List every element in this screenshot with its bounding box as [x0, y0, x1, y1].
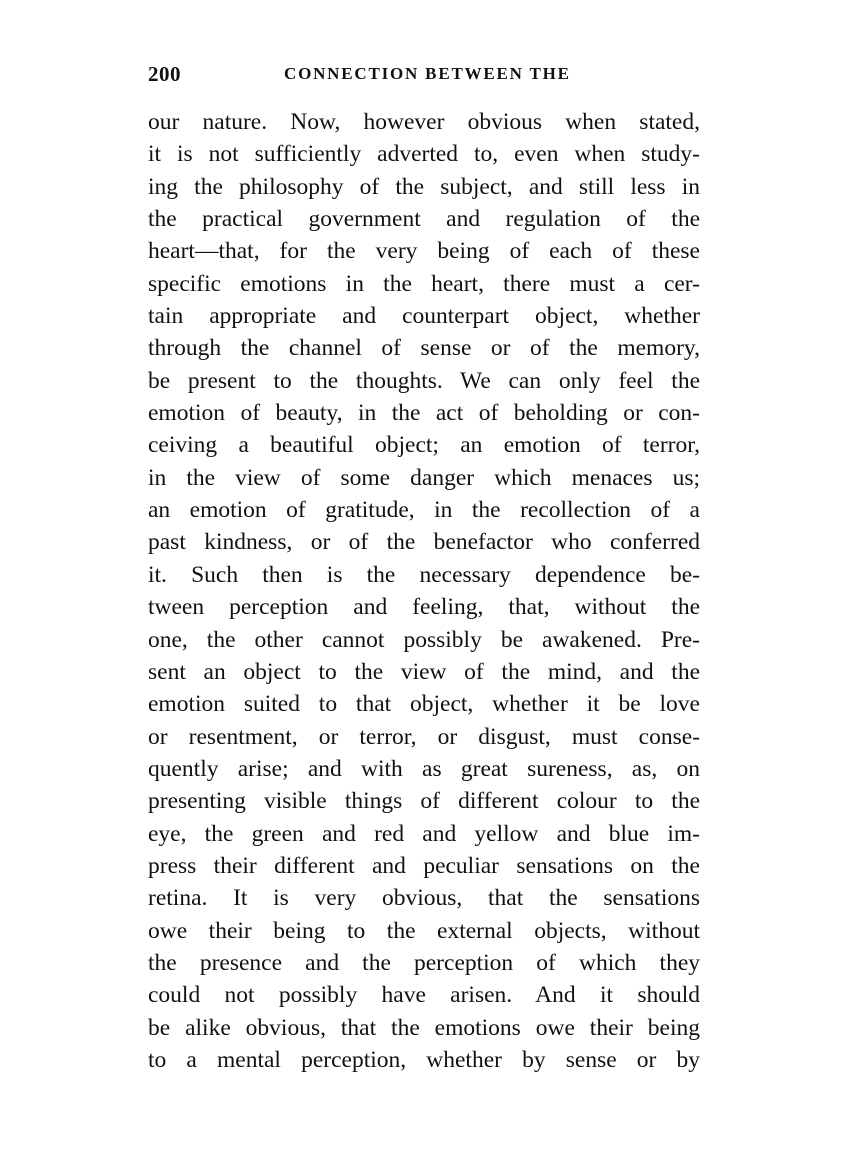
page-header [148, 62, 700, 92]
text-line: retina. It is very obvious, that the sensations [148, 885, 700, 912]
text-line: be alike obvious, that the emotions owe their being [148, 1014, 700, 1041]
text-line: ceiving a beautiful object; an emotion of terror, [148, 432, 700, 459]
text-line: an emotion of gratitude, in the recollection of a [148, 497, 700, 524]
text-line: it. Such then is the necessary dependence be- [148, 561, 700, 588]
text-line: press their different and peculiar sensations on the [148, 852, 700, 879]
page-number: 200 [148, 62, 181, 86]
running-head: CONNECTION BETWEEN THE [284, 64, 571, 83]
text-line: tain appropriate and counterpart object, whether [148, 303, 700, 330]
text-line: be present to the thoughts. We can only feel the [148, 367, 700, 394]
text-line: tween perception and feeling, that, without the [148, 594, 700, 621]
text-line: our nature. Now, however obvious when stated, [148, 109, 700, 135]
text-line: sent an object to the view of the mind, and the [148, 658, 700, 685]
text-line: or resentment, or terror, or disgust, must conse- [148, 723, 700, 750]
text-line: could not possibly have arisen. And it should [148, 982, 700, 1009]
text-line: emotion suited to that object, whether it be love [148, 691, 700, 718]
text-line: the presence and the perception of which they [148, 949, 700, 976]
text-line: in the view of some danger which menaces us; [148, 464, 700, 491]
text-line: emotion of beauty, in the act of beholding or con- [148, 400, 700, 427]
text-line: quently arise; and with as great sureness, as, on [148, 755, 700, 782]
text-line: specific emotions in the heart, there must a cer- [148, 270, 700, 297]
text-line: through the channel of sense or of the memory, [148, 335, 700, 362]
text-line: it is not sufficiently adverted to, even when study- [148, 141, 700, 168]
body-text [148, 106, 700, 1076]
text-line: ing the philosophy of the subject, and still less in [148, 173, 700, 200]
text-line: heart—that, for the very being of each of these [148, 238, 700, 265]
text-line: presenting visible things of different colour to the [148, 788, 700, 815]
text-line: one, the other cannot possibly be awakened. Pre- [148, 626, 700, 653]
text-line: owe their being to the external objects, without [148, 917, 700, 944]
text-line: eye, the green and red and yellow and blue im- [148, 820, 700, 847]
text-line: past kindness, or of the benefactor who conferred [148, 529, 700, 556]
text-line: the practical government and regulation of the [148, 206, 700, 233]
text-line: to a mental perception, whether by sense or by [148, 1046, 700, 1073]
